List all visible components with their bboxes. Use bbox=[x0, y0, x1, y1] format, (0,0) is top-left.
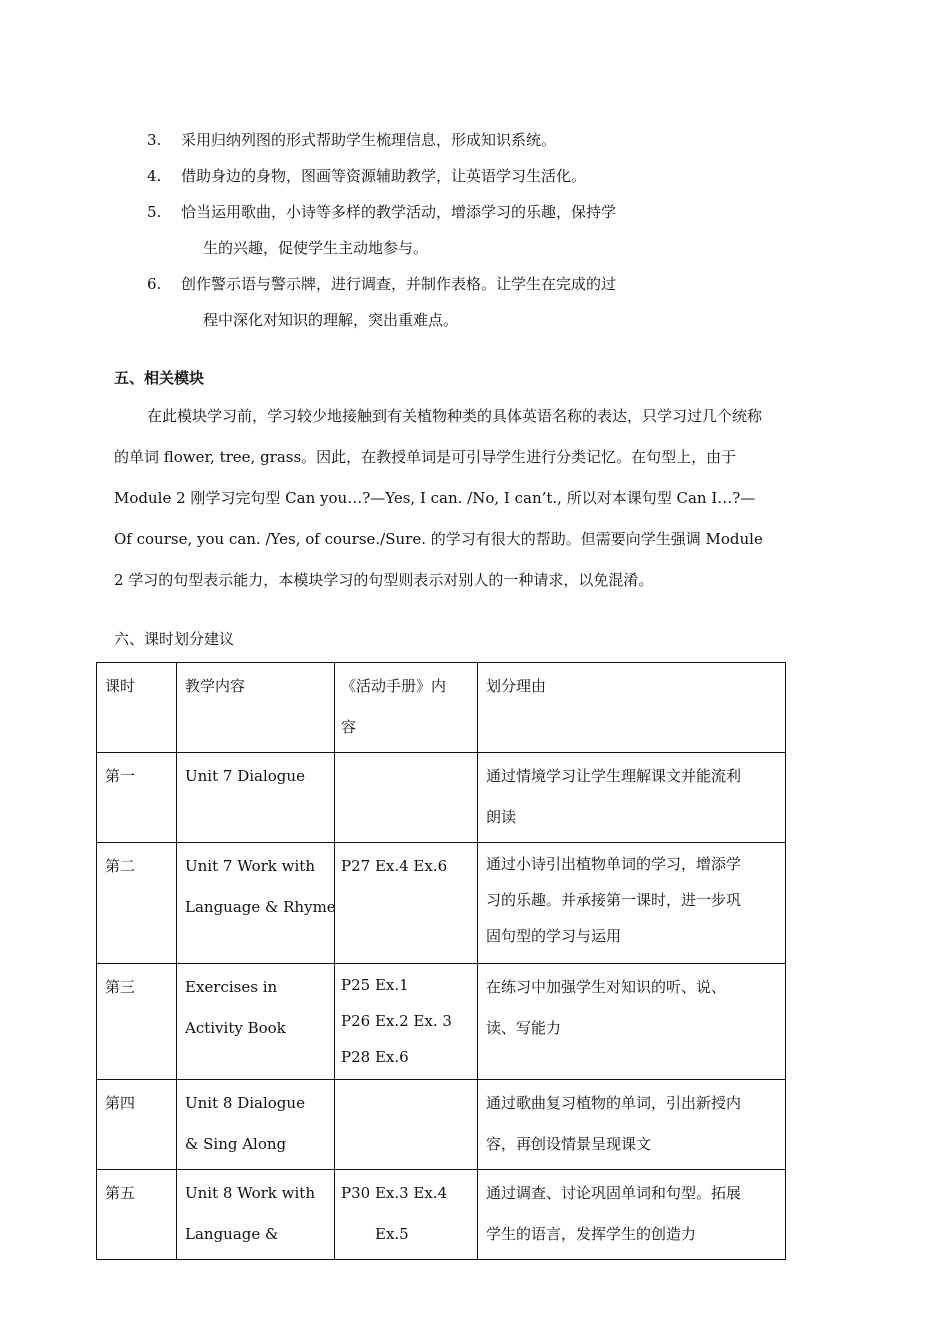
cell-activity bbox=[335, 753, 478, 843]
list-item bbox=[147, 122, 707, 158]
list-text: 创作警示语与警示牌，进行调查，并制作表格。让学生在完成的过 bbox=[181, 275, 617, 293]
list-item bbox=[147, 266, 707, 338]
table-row bbox=[97, 1170, 786, 1260]
cell-period: 第一 bbox=[97, 753, 177, 843]
cell-activity: P27 Ex.4 Ex.6 bbox=[335, 843, 478, 964]
paragraph-line: Module 2 刚学习完句型 Can you…?—Yes, I can. /No, I can’t., 所以对本课句型 Can I…?— bbox=[114, 489, 756, 507]
cell-activity: P25 Ex.1 P26 Ex.2 Ex. 3 P28 Ex.6 bbox=[335, 964, 478, 1080]
cell-period: 第三 bbox=[97, 964, 177, 1080]
cell-reason: 通过调查、讨论巩固单词和句型。拓展 学生的语言，发挥学生的创造力 bbox=[478, 1170, 786, 1260]
header-cell-reason: 划分理由 bbox=[478, 663, 786, 753]
lesson-plan-table bbox=[96, 662, 786, 1260]
table-row bbox=[97, 753, 786, 843]
header-cell-activity-book: 《活动手册》内 容 bbox=[335, 663, 478, 753]
list-text: 采用归纳列图的形式帮助学生梳理信息，形成知识系统。 bbox=[181, 131, 557, 149]
list-item bbox=[147, 194, 707, 266]
list-text: 恰当运用歌曲，小诗等多样的教学活动，增添学习的乐趣，保持学 bbox=[181, 203, 617, 221]
cell-reason: 通过小诗引出植物单词的学习，增添学 习的乐趣。并承接第一课时，进一步巩 固句型的学习与运用 bbox=[478, 843, 786, 964]
cell-reason: 在练习中加强学生对知识的听、说、 读、写能力 bbox=[478, 964, 786, 1080]
table-row bbox=[97, 964, 786, 1080]
cell-reason: 通过歌曲复习植物的单词，引出新授内 容，再创设情景呈现课文 bbox=[478, 1080, 786, 1170]
paragraph-line: Of course, you can. /Yes, of course./Sure. 的学习有很大的帮助。但需要向学生强调 Module bbox=[114, 530, 763, 548]
cell-content: Unit 8 Work with Language & bbox=[177, 1170, 335, 1260]
table-row bbox=[97, 1080, 786, 1170]
paragraph-line: 在此模块学习前，学习较少地接触到有关植物种类的具体英语名称的表达，只学习过几个统称 bbox=[147, 407, 763, 425]
cell-content: Unit 7 Work with Language & Rhyme bbox=[177, 843, 335, 964]
list-text: 借助身边的身物，图画等资源辅助教学，让英语学习生活化。 bbox=[181, 167, 587, 185]
cell-period: 第五 bbox=[97, 1170, 177, 1260]
table-header-row bbox=[97, 663, 786, 753]
paragraph-line: 2 学习的句型表示能力，本模块学习的句型则表示对别人的一种请求，以免混淆。 bbox=[114, 571, 654, 589]
related-modules-paragraph bbox=[114, 396, 838, 601]
numbered-list bbox=[147, 122, 707, 338]
table-row bbox=[97, 843, 786, 964]
paragraph-line: 的单词 flower, tree, grass。因此，在教授单词是可引导学生进行分类记忆。在句型上，由于 bbox=[114, 448, 737, 466]
section-heading-related-modules: 五、相关模块 bbox=[114, 369, 205, 387]
cell-period: 第四 bbox=[97, 1080, 177, 1170]
list-text-continued: 程中深化对知识的理解，突出重难点。 bbox=[203, 311, 459, 329]
justified-line: Exercises in bbox=[185, 978, 278, 996]
cell-content: Exercises in Activity Book bbox=[177, 964, 335, 1080]
list-item bbox=[147, 158, 707, 194]
section-heading-lesson-plan: 六、课时划分建议 bbox=[114, 630, 235, 648]
cell-activity: P30 Ex.3 Ex.4 Ex.5 bbox=[335, 1170, 478, 1260]
header-cell-period: 课时 bbox=[97, 663, 177, 753]
header-cell-content: 教学内容 bbox=[177, 663, 335, 753]
list-number: 3. bbox=[147, 131, 162, 149]
cell-activity bbox=[335, 1080, 478, 1170]
cell-content: Unit 8 Dialogue & Sing Along bbox=[177, 1080, 335, 1170]
list-text-continued: 生的兴趣，促使学生主动地参与。 bbox=[203, 239, 429, 257]
list-number: 5. bbox=[147, 203, 162, 221]
list-number: 4. bbox=[147, 167, 162, 185]
cell-content: Unit 7 Dialogue bbox=[177, 753, 335, 843]
cell-period: 第二 bbox=[97, 843, 177, 964]
cell-reason: 通过情境学习让学生理解课文并能流利 朗读 bbox=[478, 753, 786, 843]
list-number: 6. bbox=[147, 275, 162, 293]
